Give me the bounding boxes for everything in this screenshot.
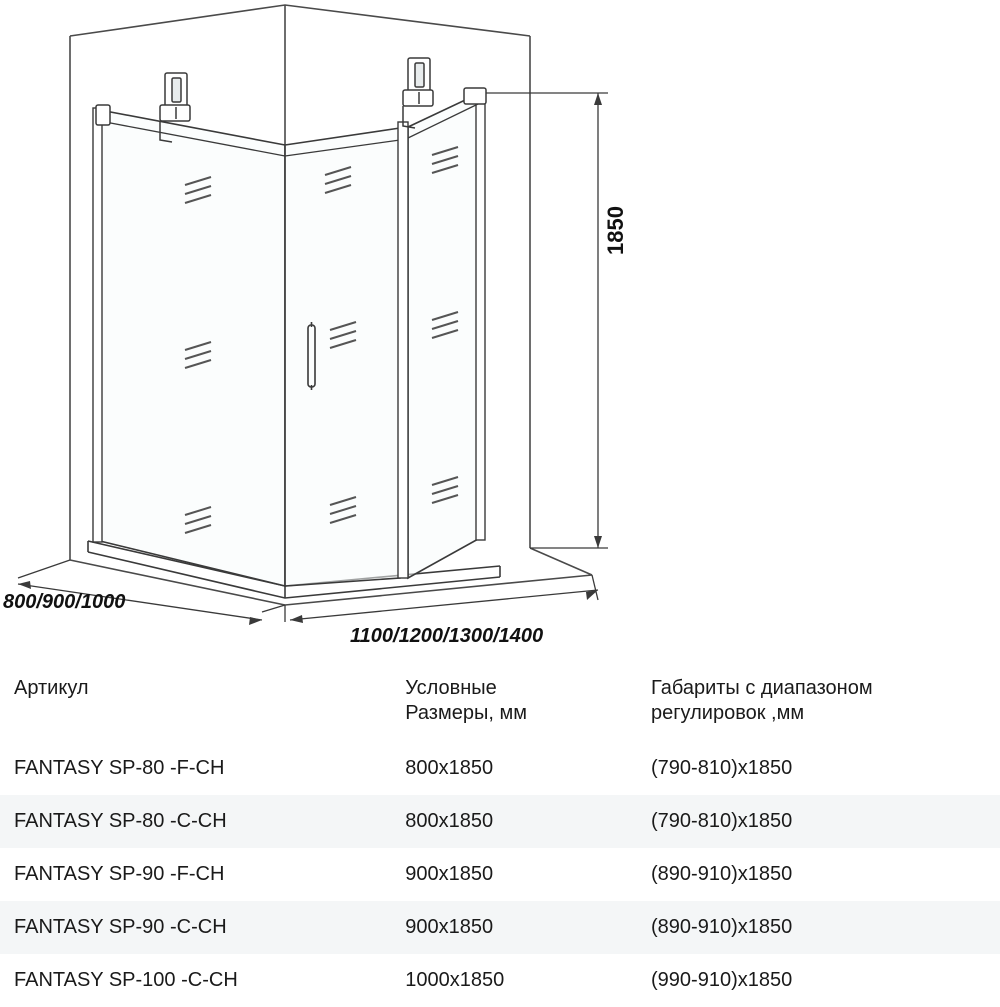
cell-range: (790-810)х1850 <box>637 795 1000 848</box>
table-body <box>0 742 1000 1007</box>
specification-table <box>0 660 1000 1007</box>
left-glass-panel <box>93 108 285 586</box>
cell-size: 1000х1850 <box>391 954 637 1007</box>
cell-range: (890-910)х1850 <box>637 901 1000 954</box>
table-header <box>0 660 1000 742</box>
column-header-size <box>391 660 637 742</box>
dimension-height-label: 1850 <box>603 206 628 255</box>
table-row <box>0 795 1000 848</box>
cell-size: 800х1850 <box>391 795 637 848</box>
table-row <box>0 742 1000 795</box>
cell-article: FANTASY SP-80 -C-CH <box>0 795 391 848</box>
cell-article: FANTASY SP-80 -F-CH <box>0 742 391 795</box>
cell-article: FANTASY SP-90 -F-CH <box>0 848 391 901</box>
dimension-height <box>486 93 608 548</box>
cell-size: 800х1850 <box>391 742 637 795</box>
table-row <box>0 901 1000 954</box>
dimension-width-label: 800/900/1000 <box>3 591 126 613</box>
table-header-row <box>0 660 1000 742</box>
cell-size: 900х1850 <box>391 901 637 954</box>
door-glass-panel <box>285 128 400 586</box>
column-header-size-line1: Условные <box>405 677 497 699</box>
column-header-range-line2: регулировок ,мм <box>651 702 805 724</box>
table-row <box>0 848 1000 901</box>
table-row <box>0 954 1000 1007</box>
column-header-size-line2: Размеры, мм <box>405 702 527 724</box>
cell-range: (990-910)х1850 <box>637 954 1000 1007</box>
cell-size: 900х1850 <box>391 848 637 901</box>
cell-article: FANTASY SP-100 -C-CH <box>0 954 391 1007</box>
right-glass-panel <box>398 90 485 578</box>
column-header-article: Артикул <box>14 677 89 699</box>
wall-bracket-right <box>464 88 486 104</box>
cell-range: (890-910)х1850 <box>637 848 1000 901</box>
cell-article: FANTASY SP-90 -C-CH <box>0 901 391 954</box>
dimension-depth-label: 1100/1200/1300/1400 <box>350 625 544 647</box>
column-header-range-line1: Габариты с диапазоном <box>651 677 873 699</box>
cell-range: (790-810)х1850 <box>637 742 1000 795</box>
column-header-range <box>637 660 1000 742</box>
wall-bracket-left <box>96 105 110 125</box>
